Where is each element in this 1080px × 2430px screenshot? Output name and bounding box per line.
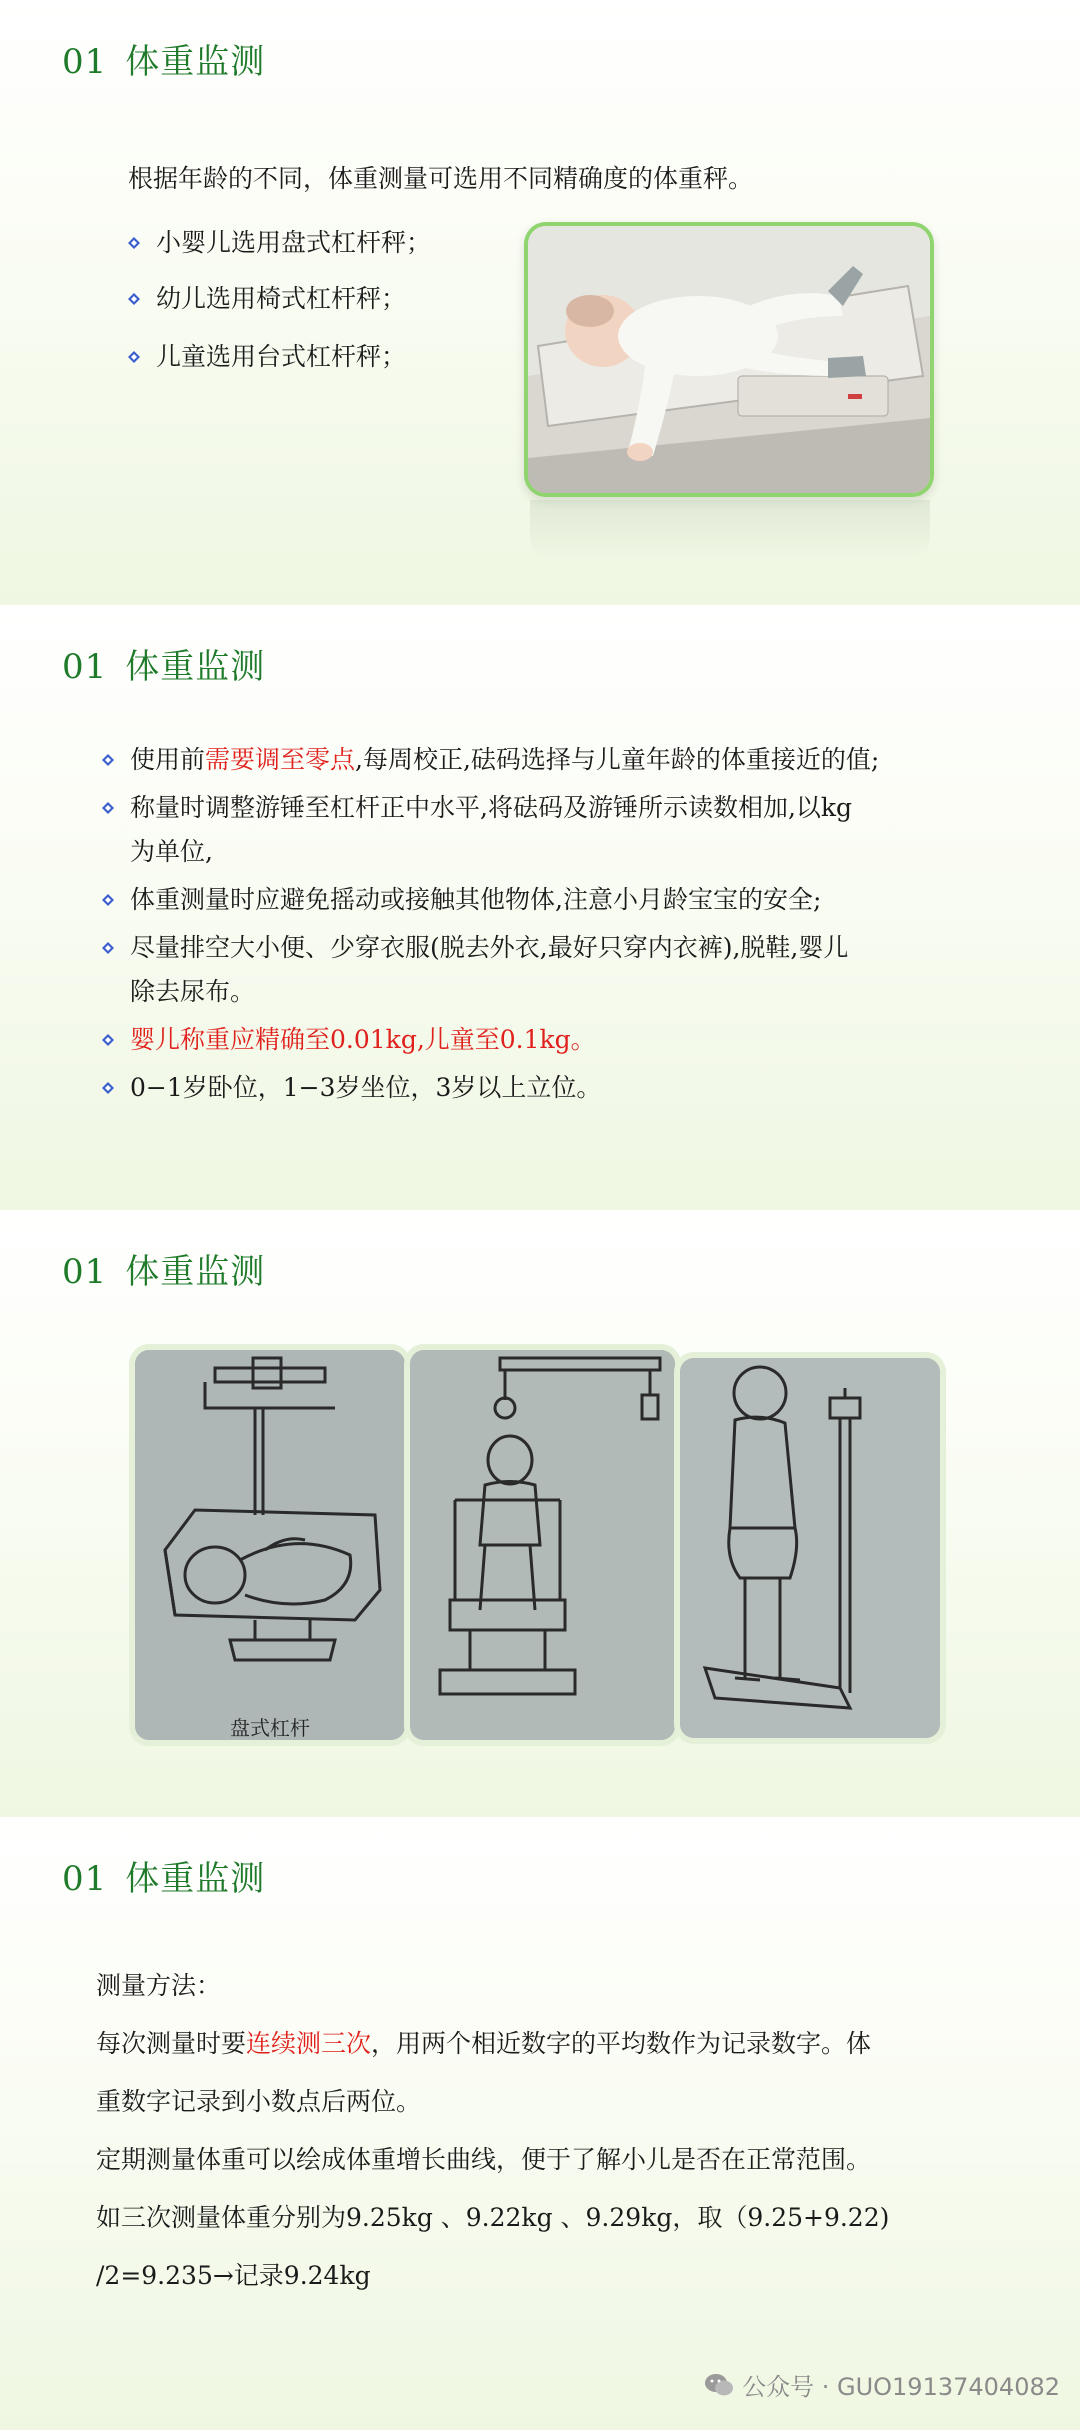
title-number: 01 xyxy=(62,1859,108,1899)
diamond-bullet-icon xyxy=(102,942,114,954)
drawing-caption-fragment: 盘式杠杆 xyxy=(230,1716,310,1740)
bullet-item xyxy=(128,282,406,316)
diamond-bullet-icon xyxy=(102,894,114,906)
bullet-item xyxy=(102,791,852,825)
slide-measurement-method xyxy=(0,1817,1080,2430)
intro-text: 根据年龄的不同，体重测量可选用不同精确度的体重秤。 xyxy=(128,164,754,193)
diamond-bullet-icon xyxy=(128,293,140,305)
bullet-text: 称量时调整游锤至杠杆正中水平,将砝码及游锤所示读数相加,以kg xyxy=(130,793,853,822)
slide-title xyxy=(62,34,265,83)
title-number: 01 xyxy=(62,647,108,687)
slide-scale-illustrations xyxy=(0,1210,1080,1817)
title-number: 01 xyxy=(62,1252,108,1292)
slide-weighing-rules xyxy=(0,605,1080,1210)
bullet-text: 0−1岁卧位，1−3岁坐位，3岁以上立位。 xyxy=(130,1073,602,1102)
wechat-icon xyxy=(704,2372,734,2404)
slide-title xyxy=(62,1851,265,1900)
title-number: 01 xyxy=(62,42,108,82)
wechat-watermark xyxy=(704,2367,1060,2404)
bullet-item xyxy=(102,931,848,965)
bullet-item xyxy=(128,226,431,260)
title-text: 体重监测 xyxy=(125,42,266,82)
watermark-text: 公众号 · GUO19137404082 xyxy=(742,2373,1060,2401)
title-text: 体重监测 xyxy=(125,1859,266,1899)
diamond-bullet-icon xyxy=(102,1034,114,1046)
photo-reflection xyxy=(530,500,930,560)
bullet-item xyxy=(102,1023,596,1057)
method-text-pre: 每次测量时要 xyxy=(96,2029,247,2058)
slide-title xyxy=(62,639,265,688)
method-line: 定期测量体重可以绘成体重增长曲线，便于了解小儿是否在正常范围。 xyxy=(96,2145,872,2174)
diamond-bullet-icon xyxy=(128,237,140,249)
bullet-text: 儿童选用台式杠杆秤； xyxy=(156,342,407,371)
bullet-text-highlight: 需要调至零点 xyxy=(205,745,356,774)
title-text: 体重监测 xyxy=(125,647,266,687)
chair-scale-drawing xyxy=(410,1350,675,1740)
method-line: 重数字记录到小数点后两位。 xyxy=(96,2087,422,2116)
bullet-item xyxy=(102,883,821,917)
method-heading: 测量方法： xyxy=(96,1971,222,2000)
diamond-bullet-icon xyxy=(128,351,140,363)
bullet-continuation: 除去尿布。 xyxy=(130,977,256,1006)
bullet-item xyxy=(128,340,406,374)
bullet-text: 尽量排空大小便、少穿衣服(脱去外衣,最好只穿内衣裤),脱鞋,婴儿 xyxy=(130,933,849,962)
bullet-text-highlight: 婴儿称重应精确至0.01kg,儿童至0.1kg。 xyxy=(130,1025,596,1054)
bullet-text-post: ,每周校正,砝码选择与儿童年龄的体重接近的值; xyxy=(355,745,880,774)
bullet-text: 幼儿选用椅式杠杆秤； xyxy=(156,284,407,313)
slide-scale-types xyxy=(0,0,1080,605)
baby-on-scale-photo xyxy=(524,222,934,497)
bullet-text: 小婴儿选用盘式杠杆秤； xyxy=(156,228,432,257)
bullet-continuation: 为单位, xyxy=(130,837,213,866)
title-text: 体重监测 xyxy=(125,1252,266,1292)
platform-scale-drawing xyxy=(680,1358,940,1738)
bullet-text-pre: 使用前 xyxy=(130,745,206,774)
method-text-highlight: 连续测三次 xyxy=(246,2029,372,2058)
diamond-bullet-icon xyxy=(102,754,114,766)
pan-scale-drawing xyxy=(135,1350,405,1740)
diamond-bullet-icon xyxy=(102,802,114,814)
diamond-bullet-icon xyxy=(102,1082,114,1094)
method-text-post: ，用两个相近数字的平均数作为记录数字。体 xyxy=(371,2029,872,2058)
slide-title xyxy=(62,1244,265,1293)
bullet-text: 体重测量时应避免摇动或接触其他物体,注意小月龄宝宝的安全; xyxy=(130,885,822,914)
method-example-line: 如三次测量体重分别为9.25kg 、9.22kg 、9.29kg，取（9.25+9.22) xyxy=(96,2203,890,2232)
bullet-item xyxy=(102,743,879,777)
bullet-item xyxy=(102,1071,601,1105)
method-line xyxy=(96,2027,871,2061)
method-example-result: /2=9.235→记录9.24kg xyxy=(96,2261,371,2290)
